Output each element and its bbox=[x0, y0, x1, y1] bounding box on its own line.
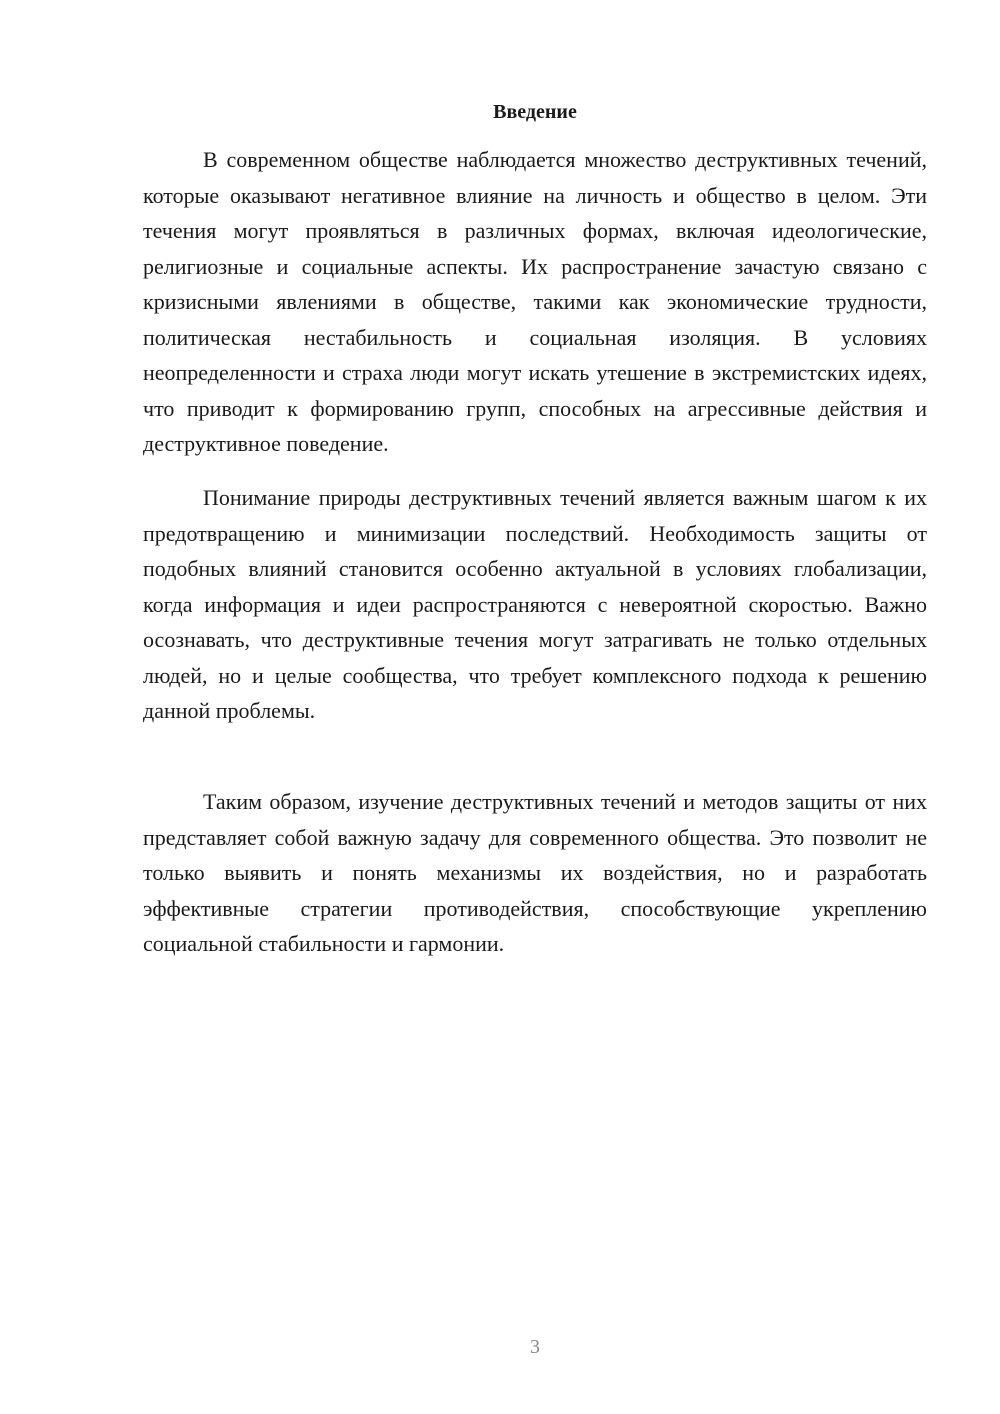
paragraph-3: Таким образом, изучение деструктивных течений и методов защиты от них представляет собой важную задачу для современного общества. Это позволит не только выявить и понять механизмы их воздействия, но и разработать эффективные стратегии противодействия, способствующие укреплению социальной стабильности и гармонии. bbox=[143, 789, 927, 956]
paragraph-2: Понимание природы деструктивных течений является важным шагом к их предотвращению и минимизации последствий. Необходимость защиты от подобных влияний становится особенно актуальной в условиях глобализации, когда информация и идеи распространяются с невероятной скоростью. Важно осознавать, что деструктивные течения могут затрагивать не только отдельных людей, но и целые сообщества, что требует комплексного подхода к решению данной проблемы. bbox=[143, 485, 927, 723]
paragraph-1: В современном обществе наблюдается множество деструктивных течений, которые оказывают негативное влияние на личность и общество в целом. Эти течения могут проявляться в различных формах, включая идеологические, религиозные и социальные аспекты. Их распространение зачастую связано с кризисными явлениями в обществе, такими как экономические трудности, политическая нестабильность и социальная изоляция. В условиях неопределенности и страха люди могут искать утешение в экстремистских идеях, что приводит к формированию групп, способных на агрессивные действия и деструктивное поведение. bbox=[143, 147, 927, 456]
page-number: 3 bbox=[530, 1336, 540, 1358]
section-heading: Введение bbox=[493, 101, 577, 123]
